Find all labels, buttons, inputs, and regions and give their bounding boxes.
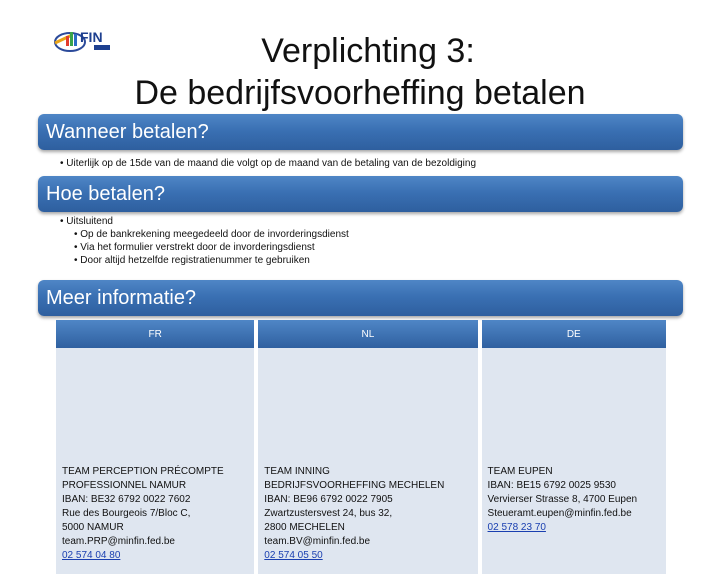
bullet-item: • Uiterlijk op de 15de van de maand die volgt op de maand van de betaling van de bezoldiging (60, 158, 477, 169)
contact-line: 5000 NAMUR (62, 522, 124, 533)
column-header-de: DE (482, 320, 666, 348)
contact-email: team.PRP@minfin.fed.be (62, 536, 175, 547)
contact-line: Zwartzustersvest 24, bus 32, (264, 508, 393, 519)
page-title (0, 30, 720, 114)
contact-line: Rue des Bourgeois 7/Bloc C, (62, 508, 191, 519)
section-heading-hoe: Hoe betalen? (38, 176, 683, 212)
svg-text:FIN: FIN (80, 29, 103, 45)
section-wanneer-bullets (60, 157, 476, 170)
table-row (56, 461, 666, 574)
bullet-item: • Op de bankrekening meegedeeld door de invorderingsdienst (74, 229, 349, 240)
contact-cell-fr (56, 461, 254, 574)
contact-line: BEDRIJFSVOORHEFFING MECHELEN (264, 480, 445, 491)
section-hoe-bullets (60, 215, 349, 267)
contact-table (52, 320, 670, 574)
title-line-1: Verplichting 3: (261, 32, 475, 70)
title-line-2: De bedrijfsvoorheffing betalen (134, 74, 586, 112)
contact-email: Steueramt.eupen@minfin.fed.be (487, 508, 632, 519)
section-heading-wanneer: Wanneer betalen? (38, 114, 683, 150)
phone-link[interactable]: 02 578 23 70 (487, 522, 546, 533)
contact-line: PROFESSIONNEL NAMUR (62, 480, 187, 491)
bullet-item: • Door altijd hetzelfde registratienummer te gebruiken (74, 255, 310, 266)
contact-line: IBAN: BE32 6792 0022 7602 (62, 494, 191, 505)
contact-cell-nl (258, 461, 477, 574)
table-header-row (56, 320, 666, 348)
contact-line: IBAN: BE96 6792 0022 7905 (264, 494, 393, 505)
contact-line: TEAM EUPEN (487, 466, 553, 477)
phone-link[interactable]: 02 574 04 80 (62, 550, 121, 561)
contact-cell-de (482, 461, 666, 574)
contact-email: team.BV@minfin.fed.be (264, 536, 371, 547)
contact-line: TEAM INNING (264, 466, 330, 477)
column-header-fr: FR (56, 320, 254, 348)
contact-line: 2800 MECHELEN (264, 522, 345, 533)
bullet-item: • Uitsluitend (60, 216, 113, 227)
contact-line: Vervierser Strasse 8, 4700 Eupen (487, 494, 638, 505)
column-header-nl: NL (258, 320, 477, 348)
section-heading-meer: Meer informatie? (38, 280, 683, 316)
contact-line: TEAM PERCEPTION PRÉCOMPTE (62, 466, 224, 477)
phone-link[interactable]: 02 574 05 50 (264, 550, 323, 561)
contact-line: IBAN: BE15 6792 0025 9530 (487, 480, 616, 491)
bullet-item: • Via het formulier verstrekt door de invorderingsdienst (74, 242, 315, 253)
